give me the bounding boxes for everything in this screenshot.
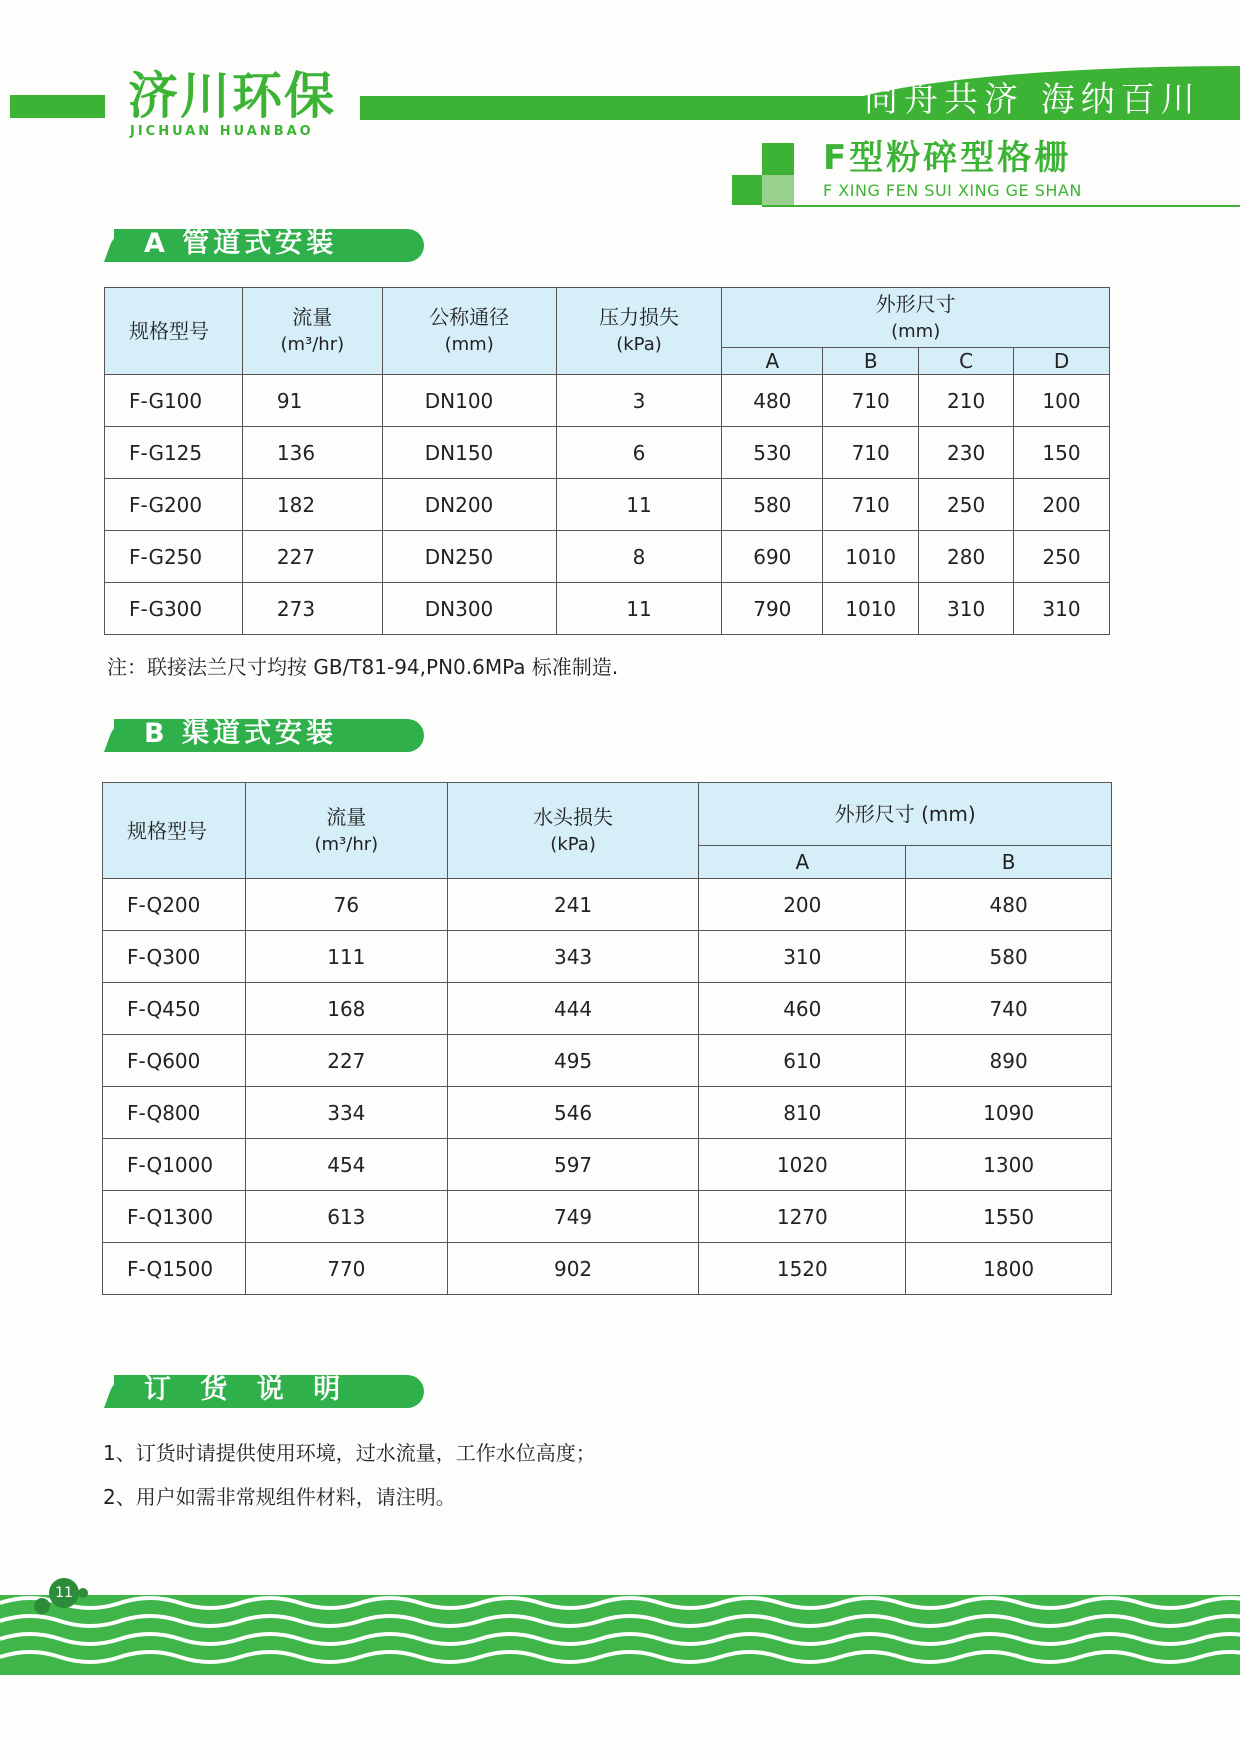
table-row xyxy=(103,1243,1112,1295)
cell-b: 710 xyxy=(823,375,919,427)
cell-model: F-G125 xyxy=(105,427,243,479)
cell-model: F-G250 xyxy=(105,531,243,583)
header-pressure xyxy=(556,288,722,375)
header-col-b: B xyxy=(823,348,919,375)
cell-a: 460 xyxy=(699,983,906,1035)
header-flow-label: 流量 xyxy=(292,305,333,329)
cell-dn: DN300 xyxy=(382,583,556,635)
cell-flow: 136 xyxy=(242,427,382,479)
footer-dot xyxy=(78,1588,88,1598)
table-row xyxy=(105,427,1110,479)
header-model: 规格型号 xyxy=(103,783,246,879)
cell-c: 250 xyxy=(919,479,1014,531)
cell-a: 790 xyxy=(722,583,823,635)
cell-d: 310 xyxy=(1014,583,1110,635)
cell-model: F-Q800 xyxy=(103,1087,246,1139)
cell-flow: 454 xyxy=(245,1139,447,1191)
ordering-item: 1、订货时请提供使用环境，过水流量，工作水位高度； xyxy=(103,1441,596,1465)
cell-a: 1270 xyxy=(699,1191,906,1243)
cell-flow: 334 xyxy=(245,1087,447,1139)
cell-b: 1550 xyxy=(906,1191,1112,1243)
cell-b: 1800 xyxy=(906,1243,1112,1295)
table-row xyxy=(103,931,1112,983)
footer-dot xyxy=(34,1598,50,1614)
cell-headloss: 495 xyxy=(447,1035,699,1087)
ordering-heading xyxy=(88,1373,424,1409)
cell-d: 250 xyxy=(1014,531,1110,583)
cell-a: 690 xyxy=(722,531,823,583)
section-a-title: A 管道式安装 xyxy=(144,228,338,259)
cell-model: F-Q600 xyxy=(103,1035,246,1087)
slogan: 同舟共济 海纳百川 xyxy=(864,80,1201,120)
cell-b: 1010 xyxy=(823,531,919,583)
header-diameter-unit: (mm) xyxy=(444,334,494,355)
cell-d: 200 xyxy=(1014,479,1110,531)
cell-headloss: 546 xyxy=(447,1087,699,1139)
header-flow-unit: (m³/hr) xyxy=(280,334,345,355)
cell-flow: 76 xyxy=(245,879,447,931)
header-col-a: A xyxy=(722,348,823,375)
header-bar-left xyxy=(10,95,105,118)
cell-model: F-G300 xyxy=(105,583,243,635)
cell-model: F-Q200 xyxy=(103,879,246,931)
cell-pressure: 11 xyxy=(556,479,722,531)
cell-c: 210 xyxy=(919,375,1014,427)
cell-a: 200 xyxy=(699,879,906,931)
cell-c: 310 xyxy=(919,583,1014,635)
cell-flow: 770 xyxy=(245,1243,447,1295)
title-deco-square xyxy=(732,175,762,205)
table-row xyxy=(103,1191,1112,1243)
cell-b: 710 xyxy=(823,479,919,531)
cell-flow: 111 xyxy=(245,931,447,983)
section-a-heading xyxy=(88,227,424,263)
cell-flow: 613 xyxy=(245,1191,447,1243)
cell-headloss: 902 xyxy=(447,1243,699,1295)
cell-b: 480 xyxy=(906,879,1112,931)
cell-b: 580 xyxy=(906,931,1112,983)
cell-headloss: 241 xyxy=(447,879,699,931)
header-col-b: B xyxy=(906,846,1112,879)
logo-subtitle: JICHUAN HUANBAO xyxy=(130,124,314,139)
header-flow-unit: (m³/hr) xyxy=(314,833,379,855)
ordering-title: 订 货 说 明 xyxy=(144,1374,351,1405)
header-pressure-unit: (kPa) xyxy=(616,334,662,355)
cell-flow: 168 xyxy=(245,983,447,1035)
header-col-d: D xyxy=(1014,348,1110,375)
header-col-c: C xyxy=(919,348,1014,375)
section-b-title: B 渠道式安装 xyxy=(144,718,337,749)
header-model: 规格型号 xyxy=(105,288,243,375)
table-row xyxy=(103,1139,1112,1191)
cell-a: 810 xyxy=(699,1087,906,1139)
cell-pressure: 3 xyxy=(556,375,722,427)
cell-dn: DN150 xyxy=(382,427,556,479)
title-underline xyxy=(762,205,1240,207)
cell-flow: 91 xyxy=(242,375,382,427)
cell-a: 480 xyxy=(722,375,823,427)
channel-rows xyxy=(103,879,1112,1295)
cell-a: 610 xyxy=(699,1035,906,1087)
table-row xyxy=(105,375,1110,427)
header-headloss-label: 水头损失 xyxy=(533,804,614,829)
header-flow xyxy=(245,783,447,879)
ordering-item: 2、用户如需非常规组件材料，请注明。 xyxy=(103,1485,456,1509)
cell-model: F-G200 xyxy=(105,479,243,531)
title-deco-square xyxy=(762,175,794,205)
cell-a: 580 xyxy=(722,479,823,531)
cell-a: 310 xyxy=(699,931,906,983)
channel-spec-table xyxy=(102,782,1112,1295)
logo-text: 济川环保 xyxy=(128,67,336,125)
header-dims xyxy=(722,288,1110,348)
table-row xyxy=(105,583,1110,635)
cell-flow: 227 xyxy=(245,1035,447,1087)
table-row xyxy=(103,983,1112,1035)
cell-headloss: 597 xyxy=(447,1139,699,1191)
header-headloss xyxy=(447,783,699,879)
table-row xyxy=(103,1087,1112,1139)
cell-dn: DN250 xyxy=(382,531,556,583)
cell-dn: DN100 xyxy=(382,375,556,427)
cell-model: F-Q1000 xyxy=(103,1139,246,1191)
header-diameter-label: 公称通径 xyxy=(429,305,510,329)
cell-pressure: 6 xyxy=(556,427,722,479)
header-pressure-label: 压力损失 xyxy=(598,305,679,329)
header-headloss-unit: (kPa) xyxy=(550,833,596,855)
cell-d: 100 xyxy=(1014,375,1110,427)
cell-pressure: 11 xyxy=(556,583,722,635)
cell-model: F-Q1500 xyxy=(103,1243,246,1295)
header-flow xyxy=(242,288,382,375)
footer-waves xyxy=(0,1585,1240,1675)
section-b-heading xyxy=(88,717,424,753)
table-row xyxy=(105,531,1110,583)
cell-pressure: 8 xyxy=(556,531,722,583)
cell-b: 1090 xyxy=(906,1087,1112,1139)
header-dims-label: 外形尺寸 xyxy=(875,291,956,316)
flange-note: 注：联接法兰尺寸均按 GB/T81-94,PN0.6MPa 标准制造. xyxy=(107,655,619,679)
cell-flow: 227 xyxy=(242,531,382,583)
cell-d: 150 xyxy=(1014,427,1110,479)
cell-model: F-Q300 xyxy=(103,931,246,983)
table-row xyxy=(105,479,1110,531)
pipeline-spec-table xyxy=(104,287,1110,635)
pipeline-rows xyxy=(105,375,1110,635)
cell-flow: 273 xyxy=(242,583,382,635)
table-row xyxy=(103,1035,1112,1087)
cell-b: 890 xyxy=(906,1035,1112,1087)
cell-a: 530 xyxy=(722,427,823,479)
cell-model: F-Q1300 xyxy=(103,1191,246,1243)
cell-c: 280 xyxy=(919,531,1014,583)
cell-a: 1020 xyxy=(699,1139,906,1191)
header-diameter xyxy=(382,288,556,375)
cell-b: 740 xyxy=(906,983,1112,1035)
cell-dn: DN200 xyxy=(382,479,556,531)
cell-model: F-G100 xyxy=(105,375,243,427)
cell-b: 1300 xyxy=(906,1139,1112,1191)
cell-a: 1520 xyxy=(699,1243,906,1295)
cell-c: 230 xyxy=(919,427,1014,479)
cell-headloss: 444 xyxy=(447,983,699,1035)
cell-headloss: 749 xyxy=(447,1191,699,1243)
cell-headloss: 343 xyxy=(447,931,699,983)
page-number: 11 xyxy=(49,1578,79,1608)
header-dims-unit: (mm) xyxy=(891,320,941,342)
title-deco-square xyxy=(762,143,794,175)
header-col-a: A xyxy=(699,846,906,879)
cell-b: 1010 xyxy=(823,583,919,635)
cell-flow: 182 xyxy=(242,479,382,531)
cell-model: F-Q450 xyxy=(103,983,246,1035)
table-row xyxy=(103,879,1112,931)
cell-b: 710 xyxy=(823,427,919,479)
header-dims: 外形尺寸 (mm) xyxy=(699,783,1112,846)
header-flow-label: 流量 xyxy=(326,804,367,829)
page-title-pinyin: F XING FEN SUI XING GE SHAN xyxy=(823,181,1082,200)
page-title: F型粉碎型格栅 xyxy=(823,138,1072,178)
